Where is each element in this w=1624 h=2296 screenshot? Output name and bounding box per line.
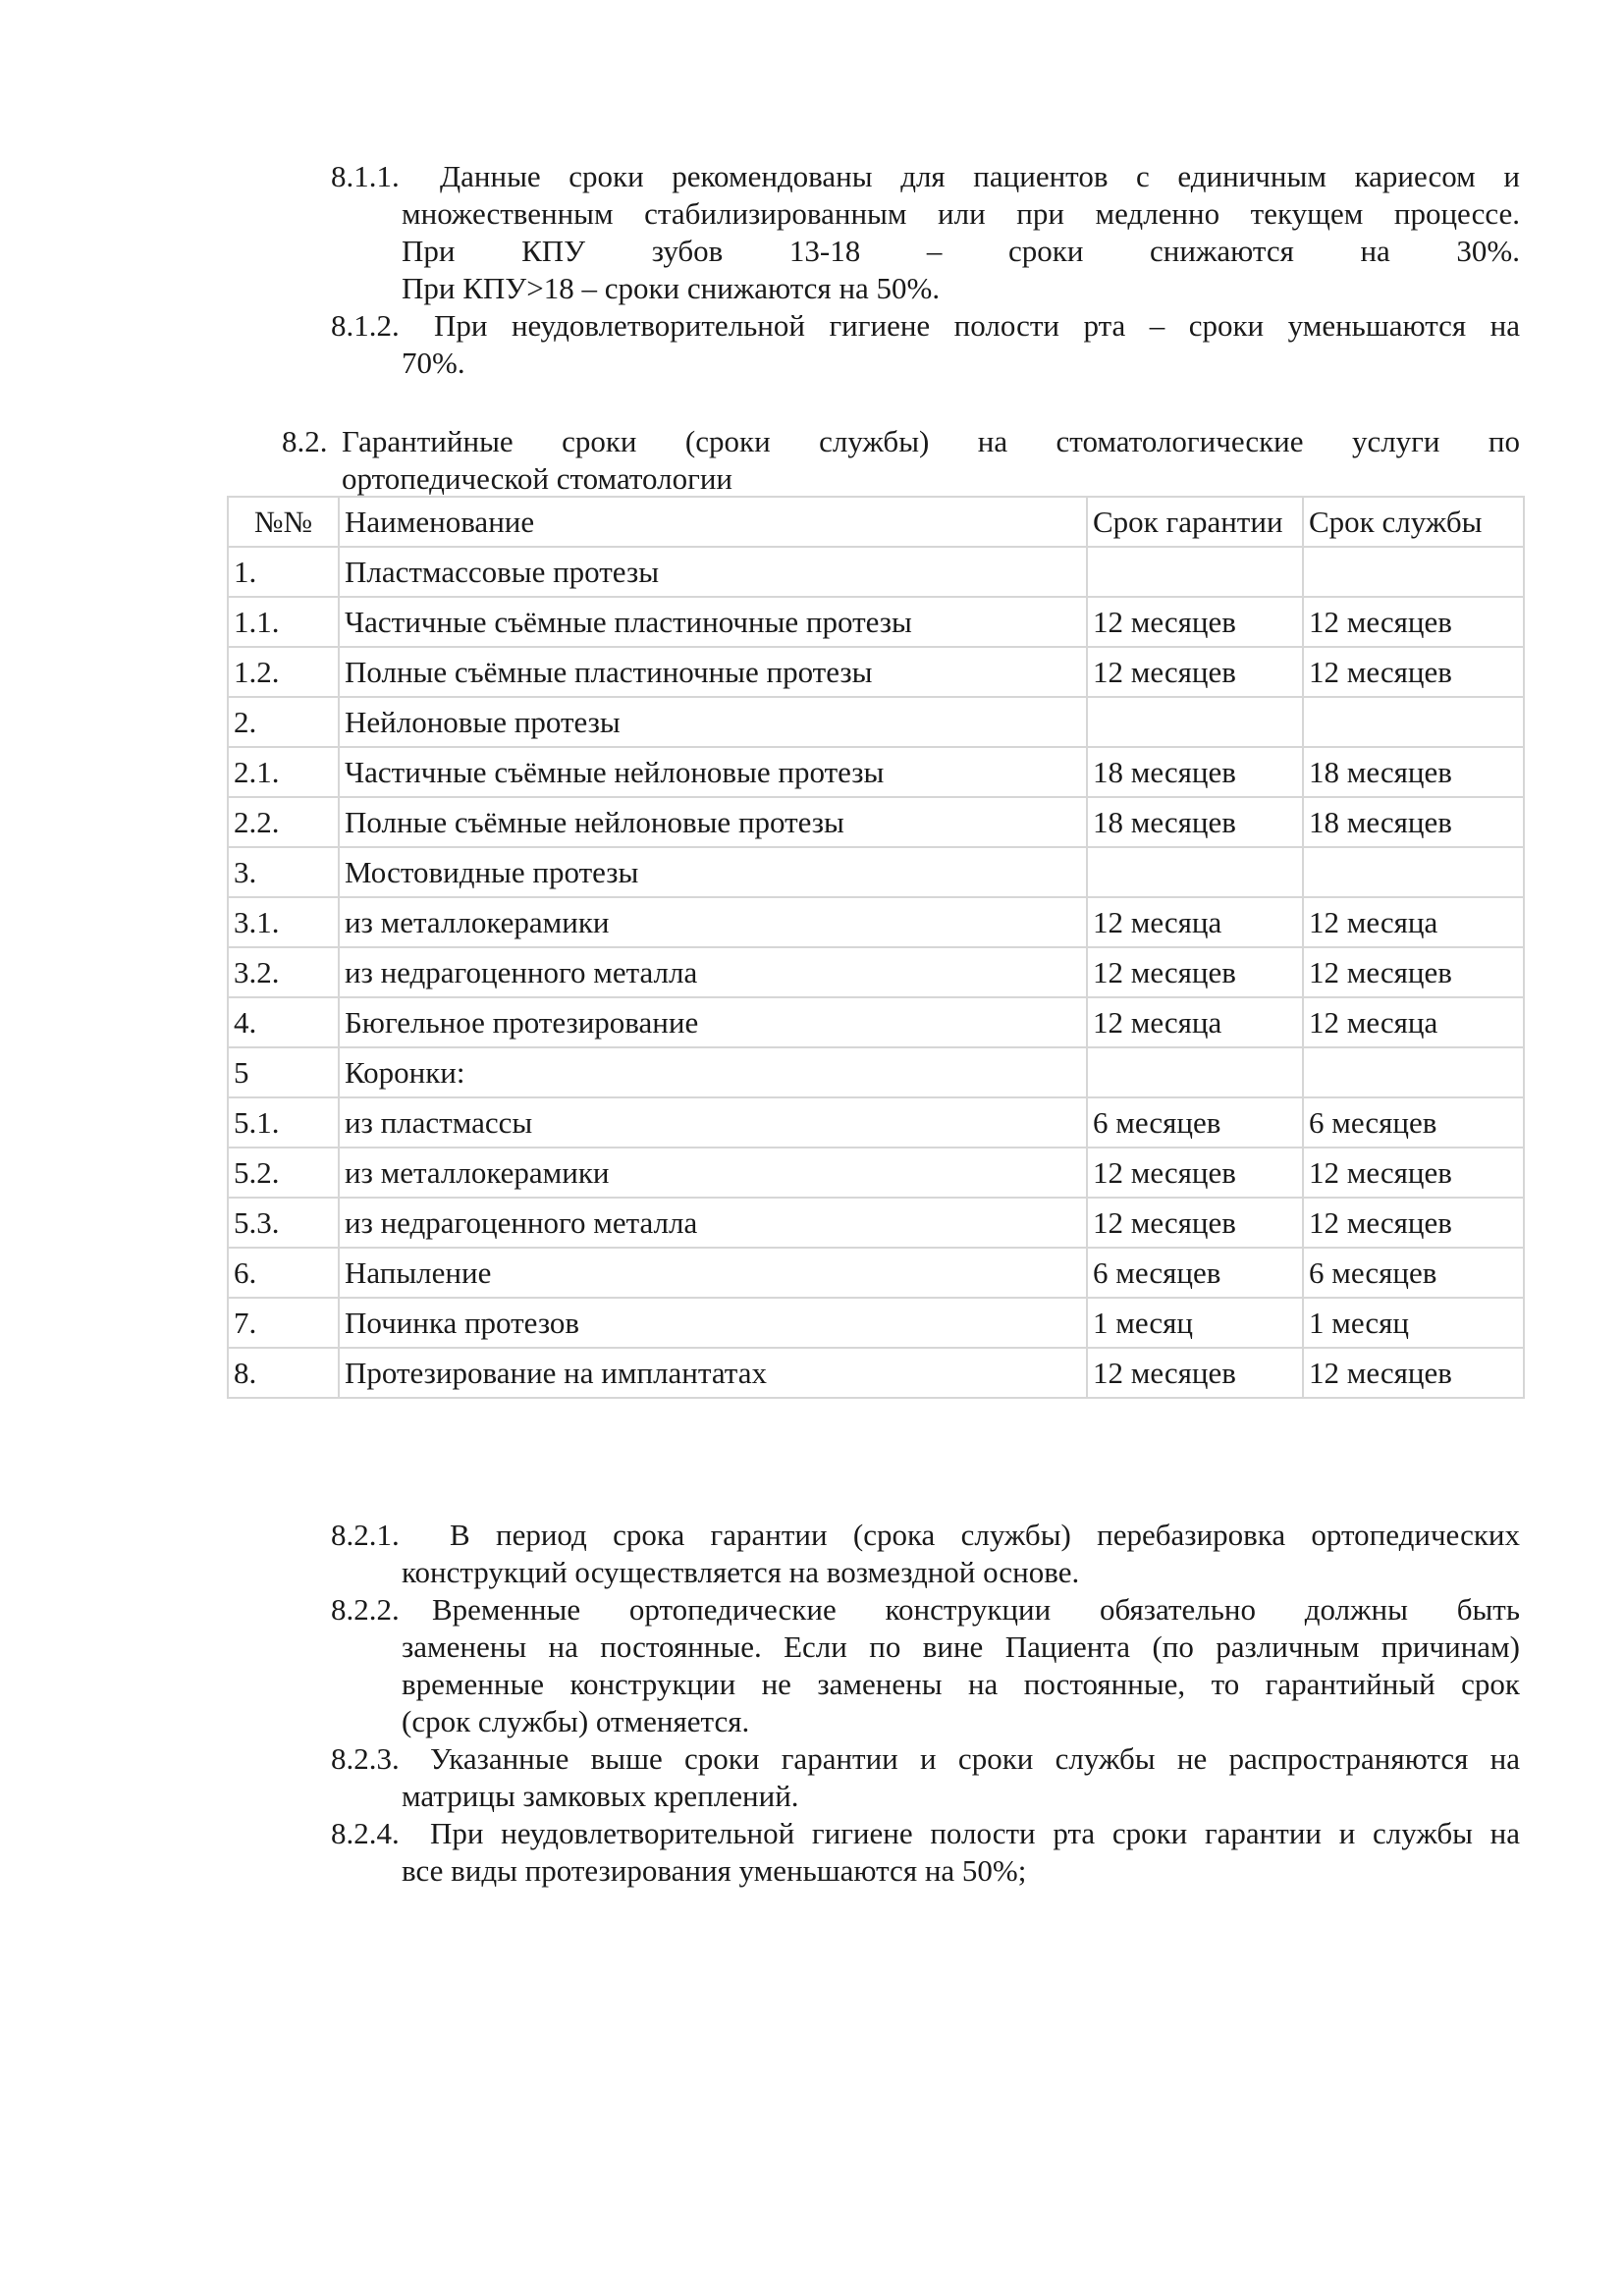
table-header-row — [228, 497, 1524, 547]
clause-text-line: При КПУ>18 – сроки снижаются на 50%. — [402, 271, 941, 305]
row-service-life: 12 месяцев — [1303, 947, 1524, 997]
row-number: 5.3. — [228, 1198, 339, 1248]
row-service-life: 6 месяцев — [1303, 1248, 1524, 1298]
clause-text-line: матрицы замковых креплений. — [402, 1779, 799, 1813]
row-number: 5.2. — [228, 1148, 339, 1198]
row-warranty-period: 6 месяцев — [1087, 1097, 1303, 1148]
clause-number: 8.2.1. — [331, 1518, 400, 1552]
table-row — [228, 697, 1524, 747]
header-name: Наименование — [339, 497, 1087, 547]
table-row — [228, 997, 1524, 1047]
row-service-life — [1303, 547, 1524, 597]
clause-number: 8.2.3. — [331, 1741, 400, 1776]
row-warranty-period — [1087, 547, 1303, 597]
row-name: Починка протезов — [339, 1298, 1087, 1348]
row-name: Полные съёмные нейлоновые протезы — [339, 797, 1087, 847]
row-service-life: 1 месяц — [1303, 1298, 1524, 1348]
clause-number: 8.1.1. — [331, 159, 400, 193]
row-service-life: 12 месяцев — [1303, 647, 1524, 697]
row-name: Частичные съёмные нейлоновые протезы — [339, 747, 1087, 797]
row-name: из пластмассы — [339, 1097, 1087, 1148]
table-row — [228, 547, 1524, 597]
clause-number: 8.1.2. — [331, 308, 400, 343]
row-service-life: 18 месяцев — [1303, 797, 1524, 847]
row-warranty-period: 12 месяцев — [1087, 597, 1303, 647]
row-service-life — [1303, 847, 1524, 897]
header-number: №№ — [228, 497, 339, 547]
row-number: 1. — [228, 547, 339, 597]
row-number: 5 — [228, 1047, 339, 1097]
clause-text-line: Данные сроки рекомендованы для пациентов с единичным кариесом и — [440, 159, 1520, 193]
warranty-table — [227, 496, 1525, 1399]
row-warranty-period: 1 месяц — [1087, 1298, 1303, 1348]
row-warranty-period — [1087, 847, 1303, 897]
row-name: из недрагоценного металла — [339, 1198, 1087, 1248]
row-service-life — [1303, 697, 1524, 747]
row-service-life: 12 месяца — [1303, 897, 1524, 947]
row-service-life: 6 месяцев — [1303, 1097, 1524, 1148]
clause-text-line: все виды протезирования уменьшаются на 50%; — [402, 1853, 1027, 1888]
row-warranty-period — [1087, 1047, 1303, 1097]
row-warranty-period: 18 месяцев — [1087, 747, 1303, 797]
header-service-life: Срок службы — [1303, 497, 1524, 547]
row-service-life: 18 месяцев — [1303, 747, 1524, 797]
clause-text-line: 70%. — [402, 346, 465, 380]
table-row — [228, 1298, 1524, 1348]
clause-text-line: В период срока гарантии (срока службы) перебазировка ортопедических — [450, 1518, 1520, 1552]
table-row — [228, 1047, 1524, 1097]
clause-text-line: Указанные выше сроки гарантии и сроки службы не распространяются на — [430, 1741, 1520, 1776]
row-number: 3. — [228, 847, 339, 897]
clause-text-line: конструкций осуществляется на возмездной основе. — [402, 1555, 1080, 1589]
row-warranty-period: 12 месяцев — [1087, 947, 1303, 997]
section-title-line: Гарантийные сроки (сроки службы) на стоматологические услуги по — [342, 424, 1520, 458]
table-row — [228, 1348, 1524, 1398]
clause-text-line: При КПУ зубов 13-18 – сроки снижаются на 30%. — [402, 234, 1520, 268]
row-service-life: 12 месяцев — [1303, 1148, 1524, 1198]
row-warranty-period: 12 месяца — [1087, 897, 1303, 947]
row-service-life: 12 месяцев — [1303, 597, 1524, 647]
clause-number: 8.2.4. — [331, 1816, 400, 1850]
clause-text-line: множественным стабилизированным или при медленно текущем процессе. — [402, 196, 1520, 231]
row-name: Коронки: — [339, 1047, 1087, 1097]
row-number: 4. — [228, 997, 339, 1047]
row-warranty-period: 6 месяцев — [1087, 1248, 1303, 1298]
row-name: Частичные съёмные пластиночные протезы — [339, 597, 1087, 647]
row-warranty-period: 12 месяцев — [1087, 1148, 1303, 1198]
header-warranty-period: Срок гарантии — [1087, 497, 1303, 547]
table-row — [228, 647, 1524, 697]
row-number: 2.1. — [228, 747, 339, 797]
clause-text-line: При неудовлетворительной гигиене полости рта сроки гарантии и службы на — [430, 1816, 1520, 1850]
table-row — [228, 797, 1524, 847]
table-row — [228, 1248, 1524, 1298]
row-warranty-period: 18 месяцев — [1087, 797, 1303, 847]
row-service-life — [1303, 1047, 1524, 1097]
row-number: 5.1. — [228, 1097, 339, 1148]
clause-text-line: Временные ортопедические конструкции обязательно должны быть — [432, 1592, 1520, 1627]
section-number: 8.2. — [282, 424, 328, 458]
row-number: 2. — [228, 697, 339, 747]
table-row — [228, 1097, 1524, 1148]
row-number: 8. — [228, 1348, 339, 1398]
row-service-life: 12 месяца — [1303, 997, 1524, 1047]
clause-text-line: (срок службы) отменяется. — [402, 1704, 750, 1738]
section-title-line: ортопедической стоматологии — [342, 461, 733, 496]
row-number: 3.1. — [228, 897, 339, 947]
row-number: 3.2. — [228, 947, 339, 997]
row-number: 7. — [228, 1298, 339, 1348]
clause-text-line: заменены на постоянные. Если по вине Пациента (по различным причинам) — [402, 1629, 1520, 1664]
table-row — [228, 1198, 1524, 1248]
row-name: Мостовидные протезы — [339, 847, 1087, 897]
row-name: Напыление — [339, 1248, 1087, 1298]
table-row — [228, 597, 1524, 647]
table-row — [228, 747, 1524, 797]
row-number: 2.2. — [228, 797, 339, 847]
row-name: Нейлоновые протезы — [339, 697, 1087, 747]
clause-text-line: При неудовлетворительной гигиене полости рта – сроки уменьшаются на — [434, 308, 1520, 343]
row-name: Протезирование на имплантатах — [339, 1348, 1087, 1398]
row-warranty-period: 12 месяцев — [1087, 1348, 1303, 1398]
clause-text-line: временные конструкции не заменены на постоянные, то гарантийный срок — [402, 1667, 1520, 1701]
row-warranty-period — [1087, 697, 1303, 747]
table-row — [228, 897, 1524, 947]
row-name: из металлокерамики — [339, 897, 1087, 947]
table-row — [228, 947, 1524, 997]
row-name: Полные съёмные пластиночные протезы — [339, 647, 1087, 697]
clause-number: 8.2.2. — [331, 1592, 400, 1627]
row-name: из недрагоценного металла — [339, 947, 1087, 997]
row-service-life: 12 месяцев — [1303, 1348, 1524, 1398]
table-row — [228, 1148, 1524, 1198]
row-warranty-period: 12 месяцев — [1087, 1198, 1303, 1248]
row-name: Пластмассовые протезы — [339, 547, 1087, 597]
row-warranty-period: 12 месяцев — [1087, 647, 1303, 697]
row-name: из металлокерамики — [339, 1148, 1087, 1198]
row-warranty-period: 12 месяца — [1087, 997, 1303, 1047]
row-name: Бюгельное протезирование — [339, 997, 1087, 1047]
row-number: 6. — [228, 1248, 339, 1298]
table-row — [228, 847, 1524, 897]
row-number: 1.1. — [228, 597, 339, 647]
row-service-life: 12 месяцев — [1303, 1198, 1524, 1248]
row-number: 1.2. — [228, 647, 339, 697]
